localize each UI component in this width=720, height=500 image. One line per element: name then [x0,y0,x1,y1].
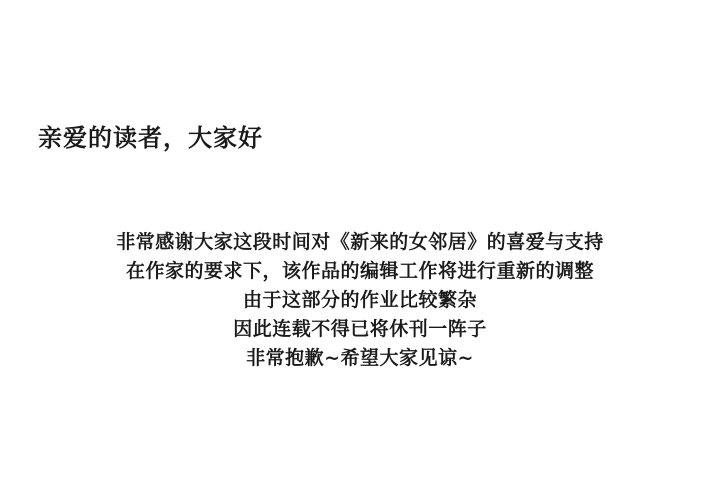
notice-body-line: 在作家的要求下，该作品的编辑工作将进行重新的调整 [125,260,594,282]
notice-body-line: 因此连载不得已将休刊一阵子 [233,318,487,340]
notice-body-line: 由于这部分的作业比较繁杂 [242,289,477,311]
notice-body [0,228,720,373]
notice-body-line: 非常抱歉~希望大家见谅~ [246,347,474,369]
notice-body-line: 非常感谢大家这段时间对《新来的女邻居》的喜爱与支持 [116,231,604,253]
notice-heading: 亲爱的读者，大家好 [38,124,263,152]
